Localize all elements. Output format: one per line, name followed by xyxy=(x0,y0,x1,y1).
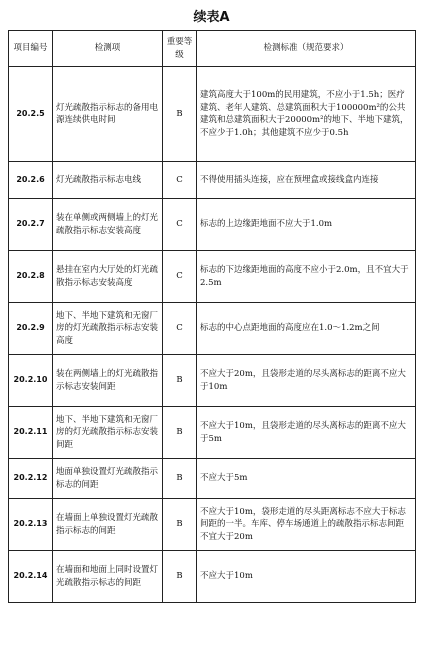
standards-table xyxy=(8,30,416,603)
row-item: 在墙面和地面上同时设置灯光疏散指示标志的间距 xyxy=(53,551,163,603)
row-level: B xyxy=(163,355,197,407)
row-level: B xyxy=(163,551,197,603)
row-standard: 不得使用插头连接，应在预埋盒或接线盒内连接 xyxy=(197,162,416,199)
row-standard: 标志的中心点距地面的高度应在1.0～1.2m之间 xyxy=(197,303,416,355)
row-id: 20.2.7 xyxy=(9,199,53,251)
row-id: 20.2.9 xyxy=(9,303,53,355)
row-id: 20.2.13 xyxy=(9,499,53,551)
row-item: 地面单独设置灯光疏散指示标志的间距 xyxy=(53,459,163,499)
page-title: 续表A xyxy=(193,10,230,25)
table-row xyxy=(9,499,416,551)
row-level: C xyxy=(163,199,197,251)
row-level: C xyxy=(163,303,197,355)
table-row xyxy=(9,551,416,603)
table-body xyxy=(9,67,416,603)
row-standard: 不应大于20m，且袋形走道的尽头离标志的距离不应大于10m xyxy=(197,355,416,407)
table-row xyxy=(9,407,416,459)
row-id: 20.2.6 xyxy=(9,162,53,199)
table-row xyxy=(9,355,416,407)
row-id: 20.2.5 xyxy=(9,67,53,162)
header-id: 项目编号 xyxy=(9,31,53,67)
row-id: 20.2.8 xyxy=(9,251,53,303)
row-item: 在墙面上单独设置灯光疏散指示标志的间距 xyxy=(53,499,163,551)
table-row xyxy=(9,251,416,303)
row-standard: 不应大于5m xyxy=(197,459,416,499)
row-level: B xyxy=(163,499,197,551)
row-item: 地下、半地下建筑和无窗厂房的灯光疏散指示标志安装间距 xyxy=(53,407,163,459)
row-standard: 不应大于10m，袋形走道的尽头距离标志不应大于标志间距的一半。车库、停车场通道上的疏散指示标志间距不宜大于20m xyxy=(197,499,416,551)
table-row xyxy=(9,459,416,499)
row-level: C xyxy=(163,251,197,303)
row-item: 悬挂在室内大厅处的灯光疏散指示标志安装高度 xyxy=(53,251,163,303)
table-row xyxy=(9,67,416,162)
table-row xyxy=(9,303,416,355)
row-level: B xyxy=(163,407,197,459)
row-standard: 标志的下边缘距地面的高度不应小于2.0m，且不宜大于2.5m xyxy=(197,251,416,303)
table-header-row xyxy=(9,31,416,67)
row-id: 20.2.12 xyxy=(9,459,53,499)
header-item: 检测项 xyxy=(53,31,163,67)
row-item: 装在两侧墙上的灯光疏散指示标志安装间距 xyxy=(53,355,163,407)
header-standard: 检测标准（规范要求） xyxy=(197,31,416,67)
row-id: 20.2.10 xyxy=(9,355,53,407)
row-id: 20.2.11 xyxy=(9,407,53,459)
row-standard: 不应大于10m xyxy=(197,551,416,603)
row-item: 装在单侧或两侧墙上的灯光疏散指示标志安装高度 xyxy=(53,199,163,251)
row-item: 地下、半地下建筑和无窗厂房的灯光疏散指示标志安装高度 xyxy=(53,303,163,355)
row-level: B xyxy=(163,459,197,499)
row-id: 20.2.14 xyxy=(9,551,53,603)
header-level: 重要等级 xyxy=(163,31,197,67)
table-row xyxy=(9,162,416,199)
row-item: 灯光疏散指示标志的备用电源连续供电时间 xyxy=(53,67,163,162)
row-standard: 标志的上边缘距地面不应大于1.0m xyxy=(197,199,416,251)
row-standard: 不应大于10m，且袋形走道的尽头离标志的距离不应大于5m xyxy=(197,407,416,459)
row-item: 灯光疏散指示标志电线 xyxy=(53,162,163,199)
row-level: C xyxy=(163,162,197,199)
row-level: B xyxy=(163,67,197,162)
row-standard: 建筑高度大于100m的民用建筑，不应小于1.5h；医疗建筑、老年人建筑、总建筑面积大于100000m²的公共建筑和总建筑面积大于20000m²的地下、半地下建筑，不应少于1.0h；其他建筑不应少于0.5h xyxy=(197,67,416,162)
table-row xyxy=(9,199,416,251)
